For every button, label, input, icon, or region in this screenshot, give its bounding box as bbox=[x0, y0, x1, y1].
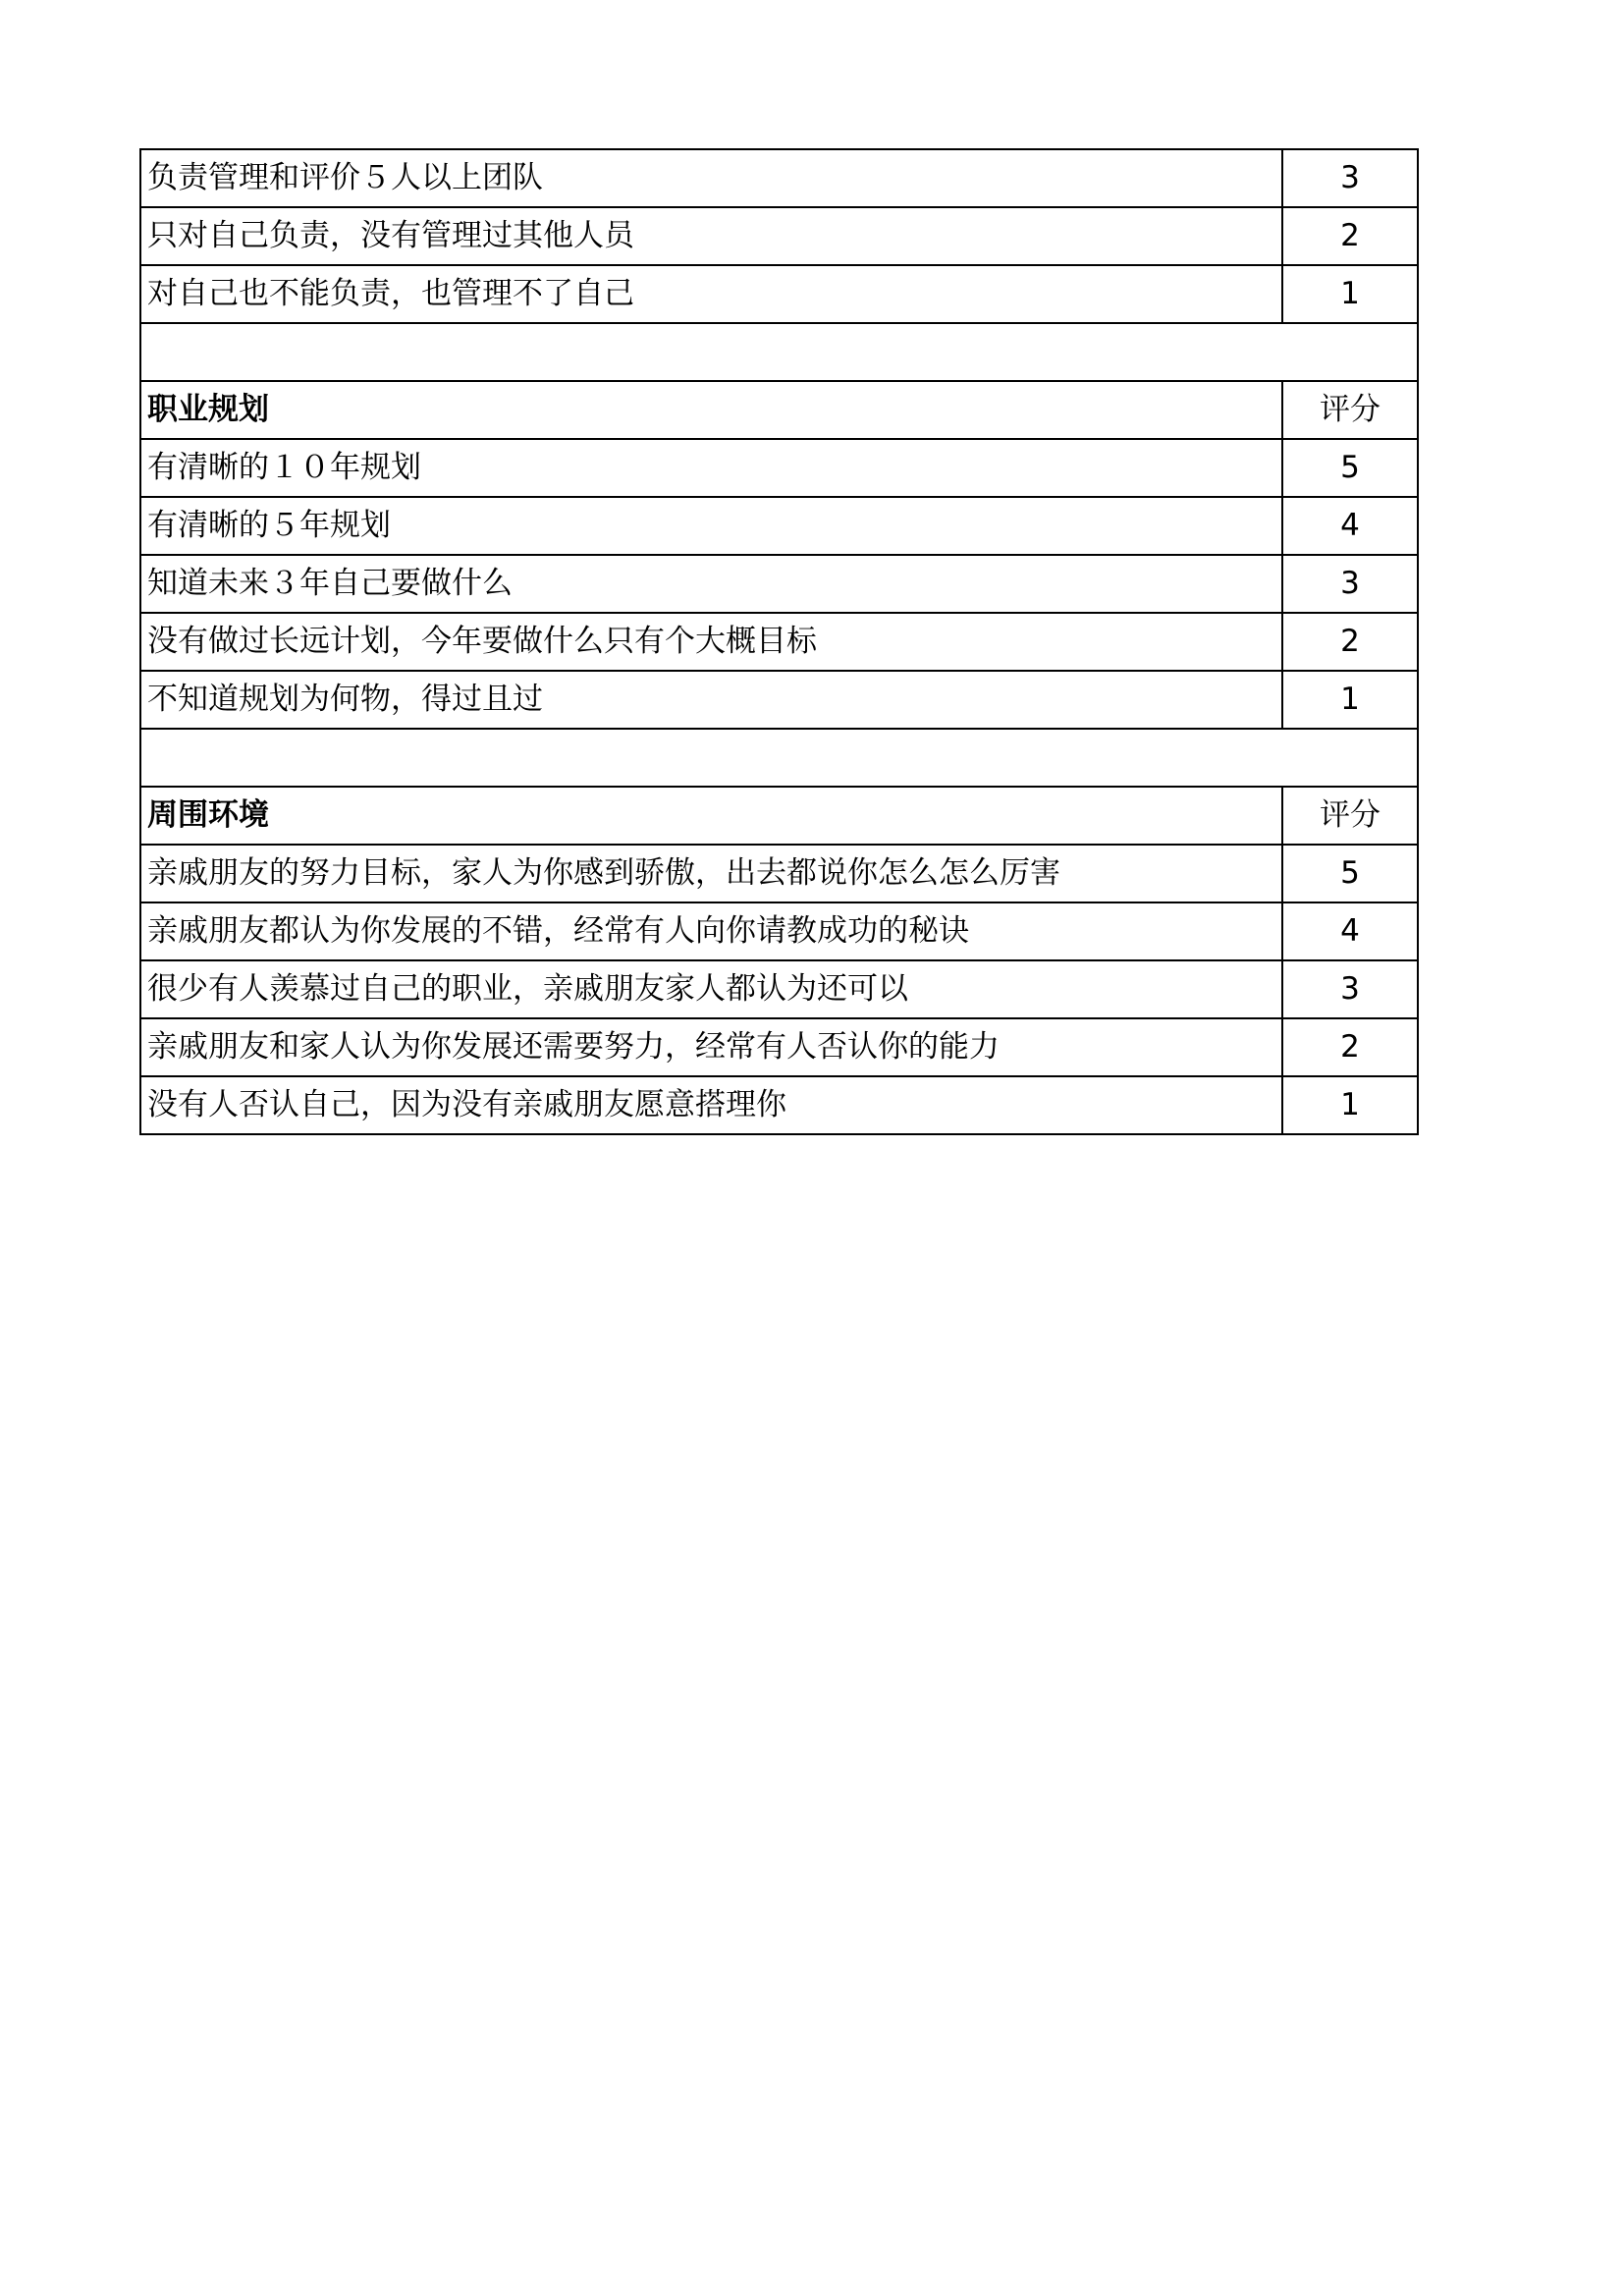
criterion-score: 4 bbox=[1282, 497, 1418, 555]
table-row bbox=[140, 207, 1418, 265]
table-row bbox=[140, 845, 1418, 902]
table-row bbox=[140, 671, 1418, 729]
criterion-score: 5 bbox=[1282, 439, 1418, 497]
criterion-score: 1 bbox=[1282, 1076, 1418, 1134]
criterion-score: 4 bbox=[1282, 902, 1418, 960]
score-header: 评分 bbox=[1282, 787, 1418, 845]
evaluation-table bbox=[139, 148, 1419, 1135]
criterion-score: 3 bbox=[1282, 555, 1418, 613]
spacer-cell bbox=[140, 729, 1418, 787]
spacer-row bbox=[140, 323, 1418, 381]
criterion-score: 2 bbox=[1282, 613, 1418, 671]
criterion-text: 不知道规划为何物，得过且过 bbox=[140, 671, 1282, 729]
table-row bbox=[140, 960, 1418, 1018]
table-row bbox=[140, 149, 1418, 207]
criterion-score: 3 bbox=[1282, 960, 1418, 1018]
criterion-score: 1 bbox=[1282, 265, 1418, 323]
criterion-text: 亲戚朋友和家人认为你发展还需要努力，经常有人否认你的能力 bbox=[140, 1018, 1282, 1076]
table-row bbox=[140, 555, 1418, 613]
spacer-cell bbox=[140, 323, 1418, 381]
table-row bbox=[140, 265, 1418, 323]
section-header-row bbox=[140, 787, 1418, 845]
criterion-score: 3 bbox=[1282, 149, 1418, 207]
section-title: 职业规划 bbox=[140, 381, 1282, 439]
section-title: 周围环境 bbox=[140, 787, 1282, 845]
section-header-row bbox=[140, 381, 1418, 439]
criterion-score: 5 bbox=[1282, 845, 1418, 902]
table-row bbox=[140, 439, 1418, 497]
criterion-text: 没有做过长远计划，今年要做什么只有个大概目标 bbox=[140, 613, 1282, 671]
score-header: 评分 bbox=[1282, 381, 1418, 439]
table-row bbox=[140, 1076, 1418, 1134]
criterion-score: 1 bbox=[1282, 671, 1418, 729]
criterion-text: 负责管理和评价５人以上团队 bbox=[140, 149, 1282, 207]
criterion-score: 2 bbox=[1282, 207, 1418, 265]
criterion-text: 有清晰的１０年规划 bbox=[140, 439, 1282, 497]
table-row bbox=[140, 613, 1418, 671]
criterion-text: 对自己也不能负责，也管理不了自己 bbox=[140, 265, 1282, 323]
table-row bbox=[140, 1018, 1418, 1076]
table-row bbox=[140, 497, 1418, 555]
criterion-text: 有清晰的５年规划 bbox=[140, 497, 1282, 555]
criterion-text: 只对自己负责，没有管理过其他人员 bbox=[140, 207, 1282, 265]
criterion-text: 很少有人羡慕过自己的职业，亲戚朋友家人都认为还可以 bbox=[140, 960, 1282, 1018]
table-row bbox=[140, 902, 1418, 960]
spacer-row bbox=[140, 729, 1418, 787]
criterion-text: 知道未来３年自己要做什么 bbox=[140, 555, 1282, 613]
criterion-score: 2 bbox=[1282, 1018, 1418, 1076]
criterion-text: 亲戚朋友的努力目标，家人为你感到骄傲，出去都说你怎么怎么厉害 bbox=[140, 845, 1282, 902]
criterion-text: 亲戚朋友都认为你发展的不错，经常有人向你请教成功的秘诀 bbox=[140, 902, 1282, 960]
criterion-text: 没有人否认自己，因为没有亲戚朋友愿意搭理你 bbox=[140, 1076, 1282, 1134]
